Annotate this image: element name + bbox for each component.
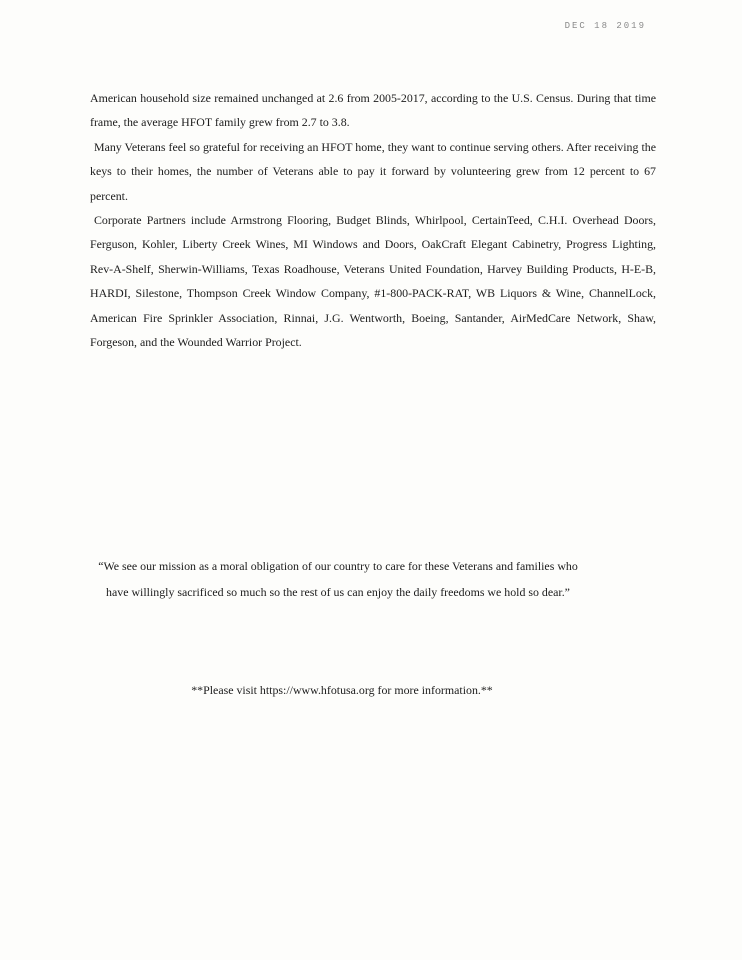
body-text (90, 86, 656, 354)
visit-website-note: **Please visit https://www.hfotusa.org for more information.** (191, 683, 493, 697)
date-stamp: DEC 18 2019 (564, 21, 646, 31)
paragraph-volunteering: Many Veterans feel so grateful for receiving an HFOT home, they want to continue serving others. After receiving the keys to their homes, the number of Veterans able to pay it forward by volunteering grew from 12 percent to 67 percent. (90, 139, 656, 203)
paragraph-household-size: American household size remained unchanged at 2.6 from 2005-2017, according to the U.S. Census. During that time frame, the average HFOT family grew from 2.7 to 3.8. (90, 91, 656, 130)
mission-quote: “We see our mission as a moral obligation of our country to care for these Veterans and families who have willingly sacrificed so much so the rest of us can enjoy the daily freedoms we hold so dear.” (98, 559, 578, 599)
paragraph-corporate-partners: Corporate Partners include Armstrong Flooring, Budget Blinds, Whirlpool, CertainTeed, C.H.I. Overhead Doors, Ferguson, Kohler, Liberty Creek Wines, MI Windows and Doors, OakCraft Elegant Cabinetry, Progress Lighting, Rev-A-Shelf, Sherwin-Williams, Texas Roadhouse, Veterans United Foundation, Harvey Building Products, H-E-B, HARDI, Silestone, Thompson Creek Window Company, #1-800-PACK-RAT, WB Liquors & Wine, ChannelLock, American Fire Sprinkler Association, Rinnai, J.G. Wentworth, Boeing, Santander, AirMedCare Network, Shaw, Forgeson, and the Wounded Warrior Project. (90, 213, 656, 350)
